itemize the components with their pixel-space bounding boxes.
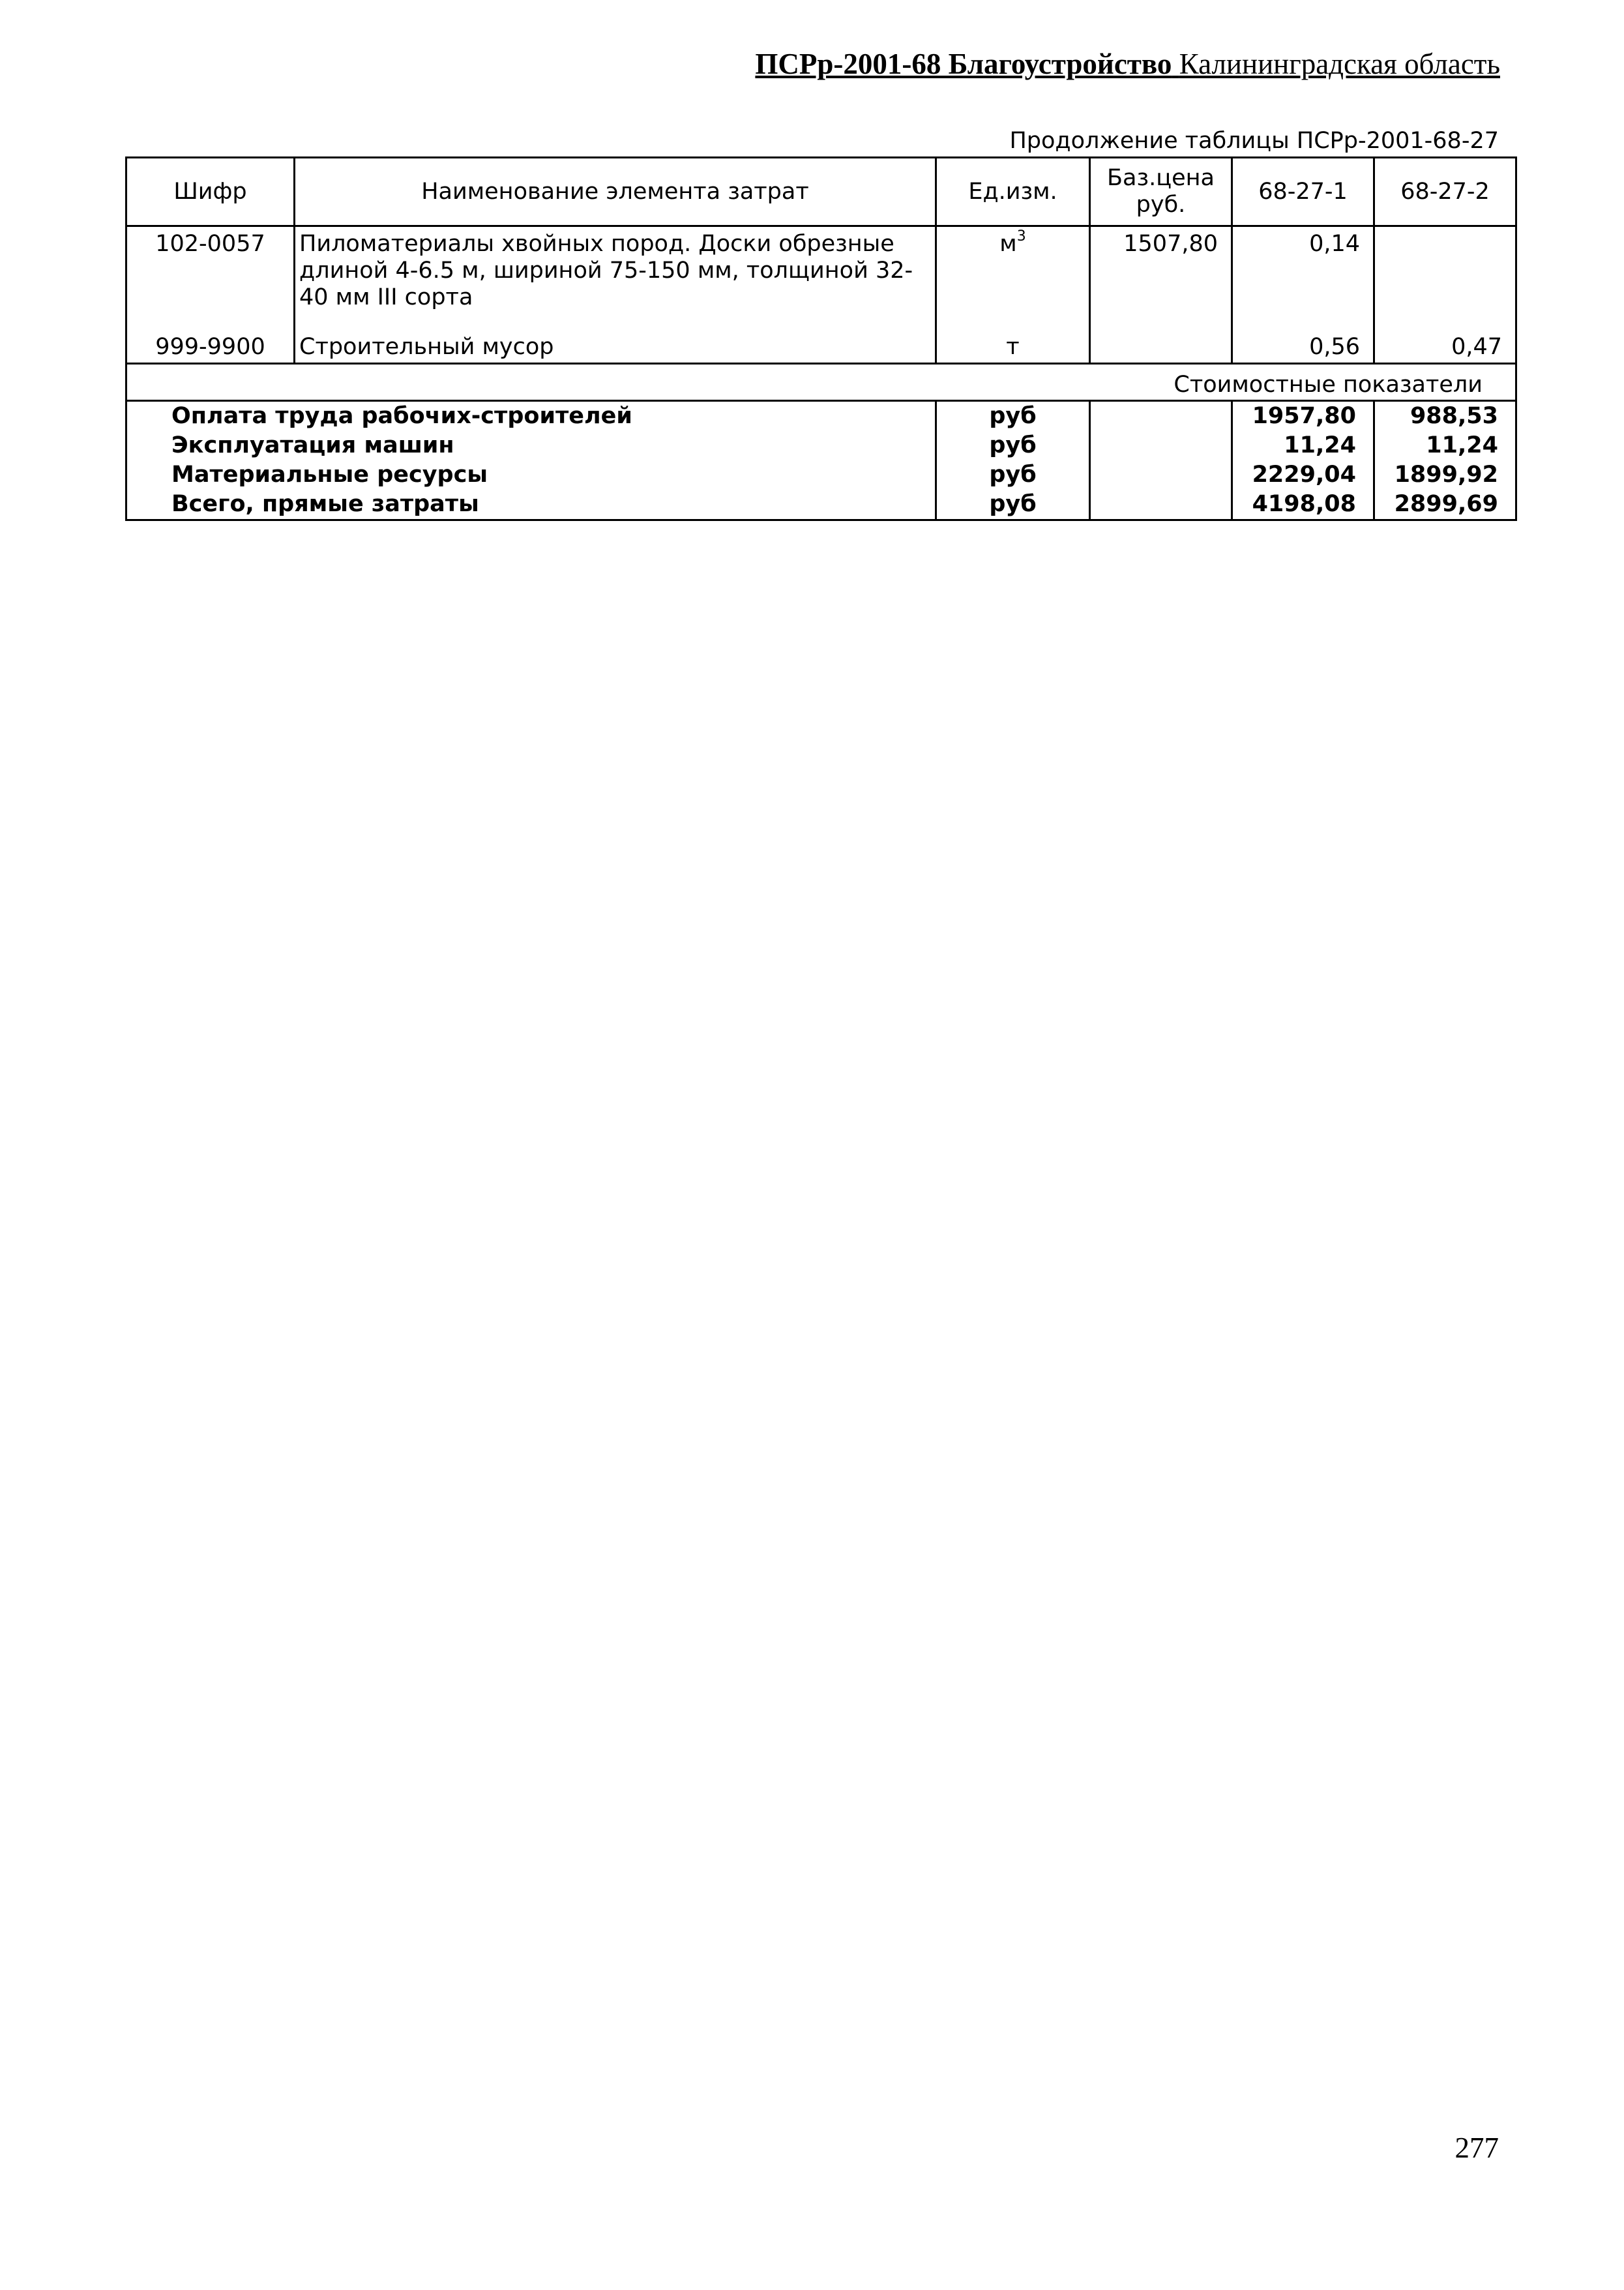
page-number: 277 [1454, 2132, 1499, 2164]
summary-label: Оплата труда рабочих-строителей [126, 401, 936, 432]
section-label: Стоимостные показатели [126, 364, 1516, 401]
row-name: Пиломатериалы хвойных пород. Доски обрезные длиной 4-6.5 м, шириной 75-150 мм, толщиной 32-40 мм III сорта [295, 226, 936, 331]
summary-unit: руб [936, 401, 1090, 432]
section-row [126, 364, 1516, 401]
row-value-68-27-2: 0,47 [1374, 330, 1516, 364]
summary-value-68-27-2: 2899,69 [1374, 490, 1516, 520]
column-header-name: Наименование элемента затрат [295, 158, 936, 226]
summary-label: Всего, прямые затраты [126, 490, 936, 520]
summary-label: Материальные ресурсы [126, 460, 936, 490]
summary-value-68-27-1: 11,24 [1232, 431, 1374, 460]
region-name: Калининградская область [1179, 48, 1500, 80]
row-unit: $м^3$ [936, 226, 1090, 331]
row-unit: т [936, 330, 1090, 364]
row-code: 999-9900 [126, 330, 295, 364]
row-value-68-27-1: 0,14 [1232, 226, 1374, 331]
row-name: Строительный мусор [295, 330, 936, 364]
column-header-code: Шифр [126, 158, 295, 226]
table-row [126, 330, 1516, 364]
summary-value-68-27-2: 1899,92 [1374, 460, 1516, 490]
column-header-68-27-1: 68-27-1 [1232, 158, 1374, 226]
summary-empty-cell [1090, 401, 1232, 432]
table-row [126, 226, 1516, 331]
summary-row [126, 490, 1516, 520]
summary-value-68-27-1: 1957,80 [1232, 401, 1374, 432]
row-value-68-27-1: 0,56 [1232, 330, 1374, 364]
row-base-price [1090, 330, 1232, 364]
table-header-row [126, 158, 1516, 226]
summary-empty-cell [1090, 460, 1232, 490]
summary-empty-cell [1090, 490, 1232, 520]
summary-value-68-27-1: 4198,08 [1232, 490, 1374, 520]
table-continuation-label: Продолжение таблицы ПСРр-2001-68-27 [1009, 128, 1499, 154]
summary-label: Эксплуатация машин [126, 431, 936, 460]
column-header-base-price: Баз.цена руб. [1090, 158, 1232, 226]
summary-unit: руб [936, 431, 1090, 460]
summary-value-68-27-1: 2229,04 [1232, 460, 1374, 490]
summary-unit: руб [936, 460, 1090, 490]
document-code: ПСРр-2001-68 Благоустройство [755, 48, 1172, 80]
column-header-68-27-2: 68-27-2 [1374, 158, 1516, 226]
column-header-unit: Ед.изм. [936, 158, 1090, 226]
summary-value-68-27-2: 988,53 [1374, 401, 1516, 432]
page-header [755, 47, 1500, 81]
summary-value-68-27-2: 11,24 [1374, 431, 1516, 460]
row-code: 102-0057 [126, 226, 295, 331]
summary-row [126, 431, 1516, 460]
row-base-price: 1507,80 [1090, 226, 1232, 331]
row-value-68-27-2 [1374, 226, 1516, 331]
summary-unit: руб [936, 490, 1090, 520]
summary-row [126, 460, 1516, 490]
summary-empty-cell [1090, 431, 1232, 460]
cost-table [125, 156, 1517, 521]
summary-row [126, 401, 1516, 432]
